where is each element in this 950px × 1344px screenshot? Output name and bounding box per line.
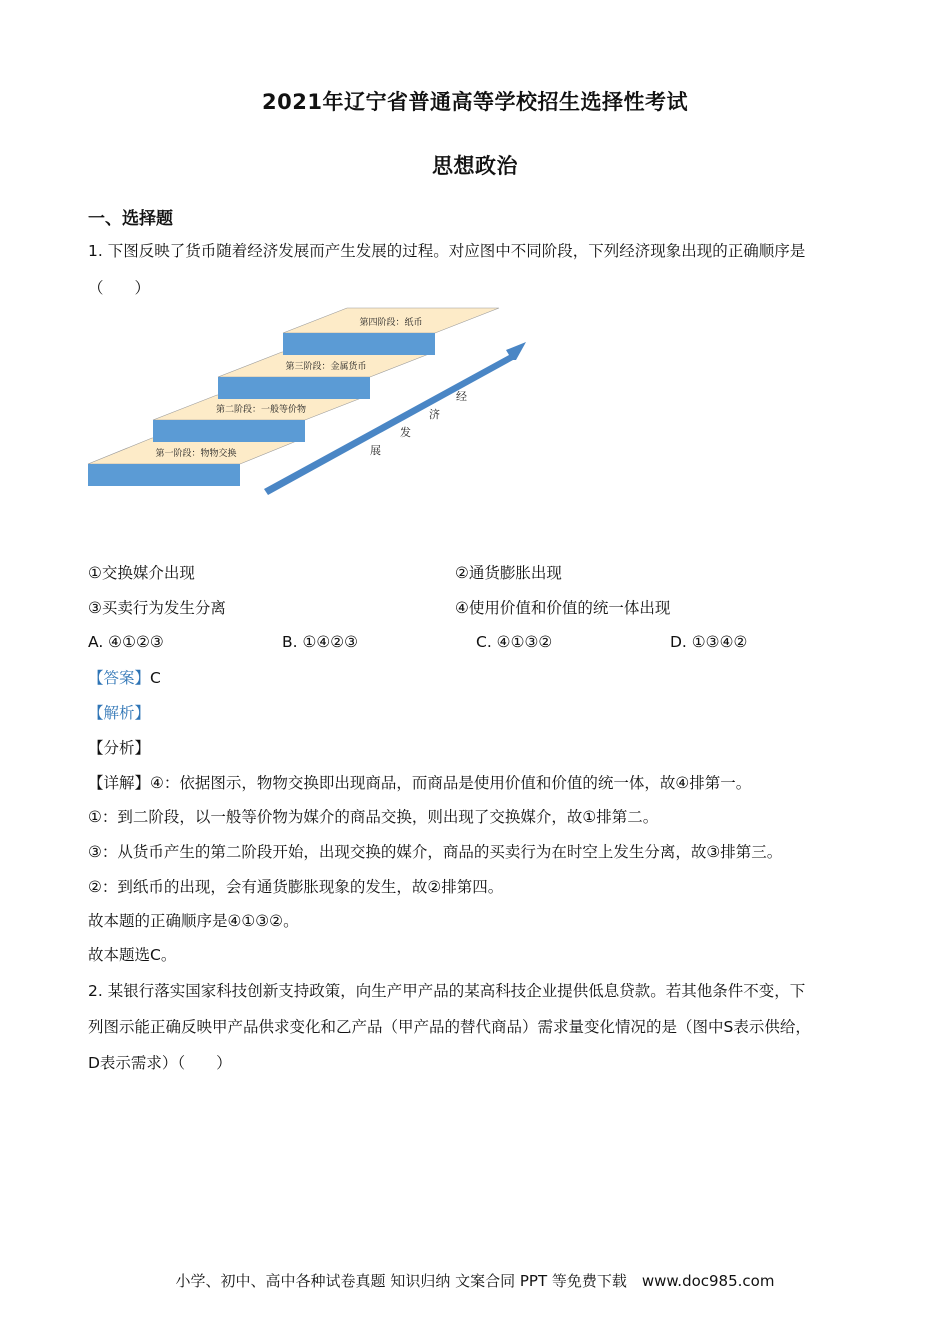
q1-option-a: A. ④①②③ — [88, 633, 164, 651]
arrow-char-3: 发 — [400, 426, 411, 439]
detail-tag: 【详解】 — [88, 774, 151, 792]
answer-tag: 【答案】 — [88, 669, 151, 687]
section-heading: 一、选择题 — [88, 209, 173, 229]
q2-stem-line1: 2. 某银行落实国家科技创新支持政策，向生产甲产品的某高科技企业提供低息贷款。若其他条件不变，下 — [88, 982, 806, 1000]
stage1-step — [88, 464, 240, 486]
q2-stem-line2: 列图示能正确反映甲产品供求变化和乙产品（甲产品的替代商品）需求量变化情况的是（图中S表示供给， — [88, 1018, 811, 1036]
stage2-label: 第二阶段：一般等价物 — [215, 405, 307, 415]
subject-title: 思想政治 — [432, 154, 518, 178]
stage2-step — [153, 420, 305, 442]
q1-option-b: B. ①④②③ — [282, 633, 359, 651]
arrow-char-4: 展 — [370, 444, 381, 457]
stage3-label: 第三阶段：金属货币 — [285, 362, 367, 372]
stage4-label: 第四阶段：纸币 — [359, 318, 423, 328]
stage4-step — [283, 333, 435, 355]
q1-choice: 故本题选C。 — [88, 946, 177, 964]
q1-item-3: ③买卖行为发生分离 — [88, 599, 226, 617]
stage1-label: 第一阶段：物物交换 — [155, 449, 237, 459]
q2-stem-line3: D表示需求）（ ） — [88, 1054, 232, 1072]
q1-detail-line4: ②：到纸币的出现，会有通货膨胀现象的发生，故②排第四。 — [88, 878, 504, 896]
q1-stem-line1: 1. 下图反映了货币随着经济发展而产生发展的过程。对应图中不同阶段，下列经济现象出现的正确顺序是 — [88, 242, 806, 260]
q1-option-c: C. ④①③② — [476, 633, 553, 651]
exam-title: 2021年辽宁省普通高等学校招生选择性考试 — [262, 90, 688, 114]
q1-item-4: ④使用价值和价值的统一体出现 — [455, 599, 671, 617]
money-stage-diagram — [86, 300, 536, 500]
stage3-step — [218, 377, 370, 399]
detail-text-1: ④：依据图示，物物交换即出现商品，而商品是使用价值和价值的统一体，故④排第一。 — [150, 774, 752, 792]
arrow-char-2: 济 — [429, 408, 440, 421]
q1-item-1: ①交换媒介出现 — [88, 564, 195, 582]
q1-detail-line3: ③：从货币产生的第二阶段开始，出现交换的媒介，商品的买卖行为在时空上发生分离，故③排第三。 — [88, 843, 783, 861]
fenxi-tag: 【分析】 — [88, 739, 151, 757]
q1-conclusion: 故本题的正确顺序是④①③②。 — [88, 912, 299, 930]
arrow-char-1: 经 — [456, 390, 467, 403]
analysis-tag: 【解析】 — [88, 704, 151, 722]
q1-option-d: D. ①③④② — [670, 633, 748, 651]
q1-detail-line1 — [88, 772, 751, 794]
page-footer: 小学、初中、高中各种试卷真题 知识归纳 文案合同 PPT 等免费下载 www.doc985.com — [175, 1272, 775, 1290]
q1-item-2: ②通货膨胀出现 — [455, 564, 562, 582]
answer-value: C — [150, 669, 161, 687]
q1-answer — [88, 667, 161, 689]
q1-stem-line2: （ ） — [88, 279, 151, 297]
q1-detail-line2: ①：到二阶段，以一般等价物为媒介的商品交换，则出现了交换媒介，故①排第二。 — [88, 808, 659, 826]
